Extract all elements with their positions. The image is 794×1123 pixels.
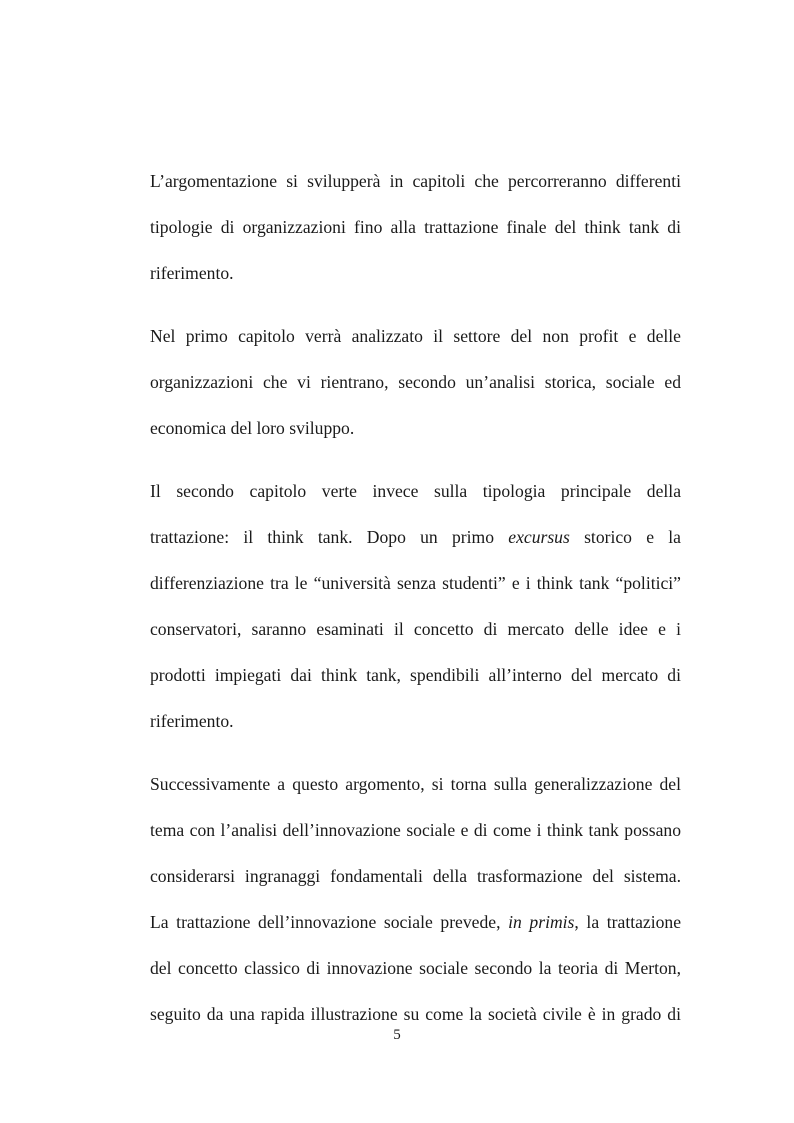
text-line: Nel primo capitolo verrà analizzato il settore del non profit e delle <box>150 326 681 346</box>
text-line: organizzazioni che vi rientrano, secondo un’analisi storica, sociale ed <box>150 372 681 392</box>
text-line: conservatori, saranno esaminati il concetto di mercato delle idee e i <box>150 619 681 639</box>
text-line: economica del loro sviluppo. <box>150 418 355 438</box>
text-line: del concetto classico di innovazione sociale secondo la teoria di Merton, <box>150 958 681 978</box>
paragraph-4 <box>150 761 681 1037</box>
paragraph-2 <box>150 313 681 451</box>
text-line: tema con l’analisi dell’innovazione sociale e di come i think tank possano <box>150 820 681 840</box>
text-line: considerarsi ingranaggi fondamentali della trasformazione del sistema. <box>150 866 681 886</box>
text-line: L’argomentazione si svilupperà in capitoli che percorreranno differenti <box>150 171 681 191</box>
text-run: trattazione: il think tank. Dopo un primo <box>150 527 509 547</box>
text-run: La trattazione dell’innovazione sociale prevede, <box>150 912 509 932</box>
text-run: , la trattazione <box>574 912 681 932</box>
text-line <box>150 899 681 945</box>
italic-term: in primis <box>508 912 575 932</box>
text-line: Successivamente a questo argomento, si torna sulla generalizzazione del <box>150 774 681 794</box>
text-line <box>150 514 681 560</box>
text-line: seguito da una rapida illustrazione su come la società civile è in grado di <box>150 1004 681 1024</box>
text-run: storico e la <box>569 527 681 547</box>
italic-term: excursus <box>508 527 570 547</box>
text-line: riferimento. <box>150 711 234 731</box>
text-line: Il secondo capitolo verte invece sulla tipologia principale della <box>150 481 681 501</box>
text-line: differenziazione tra le “università senza studenti” e i think tank “politici” <box>150 573 681 593</box>
paragraph-3 <box>150 468 681 744</box>
page-number: 5 <box>393 1027 401 1043</box>
text-line: prodotti impiegati dai think tank, spendibili all’interno del mercato di <box>150 665 681 685</box>
paragraph-1 <box>150 158 681 296</box>
document-body <box>150 158 681 1054</box>
text-line: tipologie di organizzazioni fino alla trattazione finale del think tank di <box>150 217 681 237</box>
text-line: riferimento. <box>150 263 234 283</box>
